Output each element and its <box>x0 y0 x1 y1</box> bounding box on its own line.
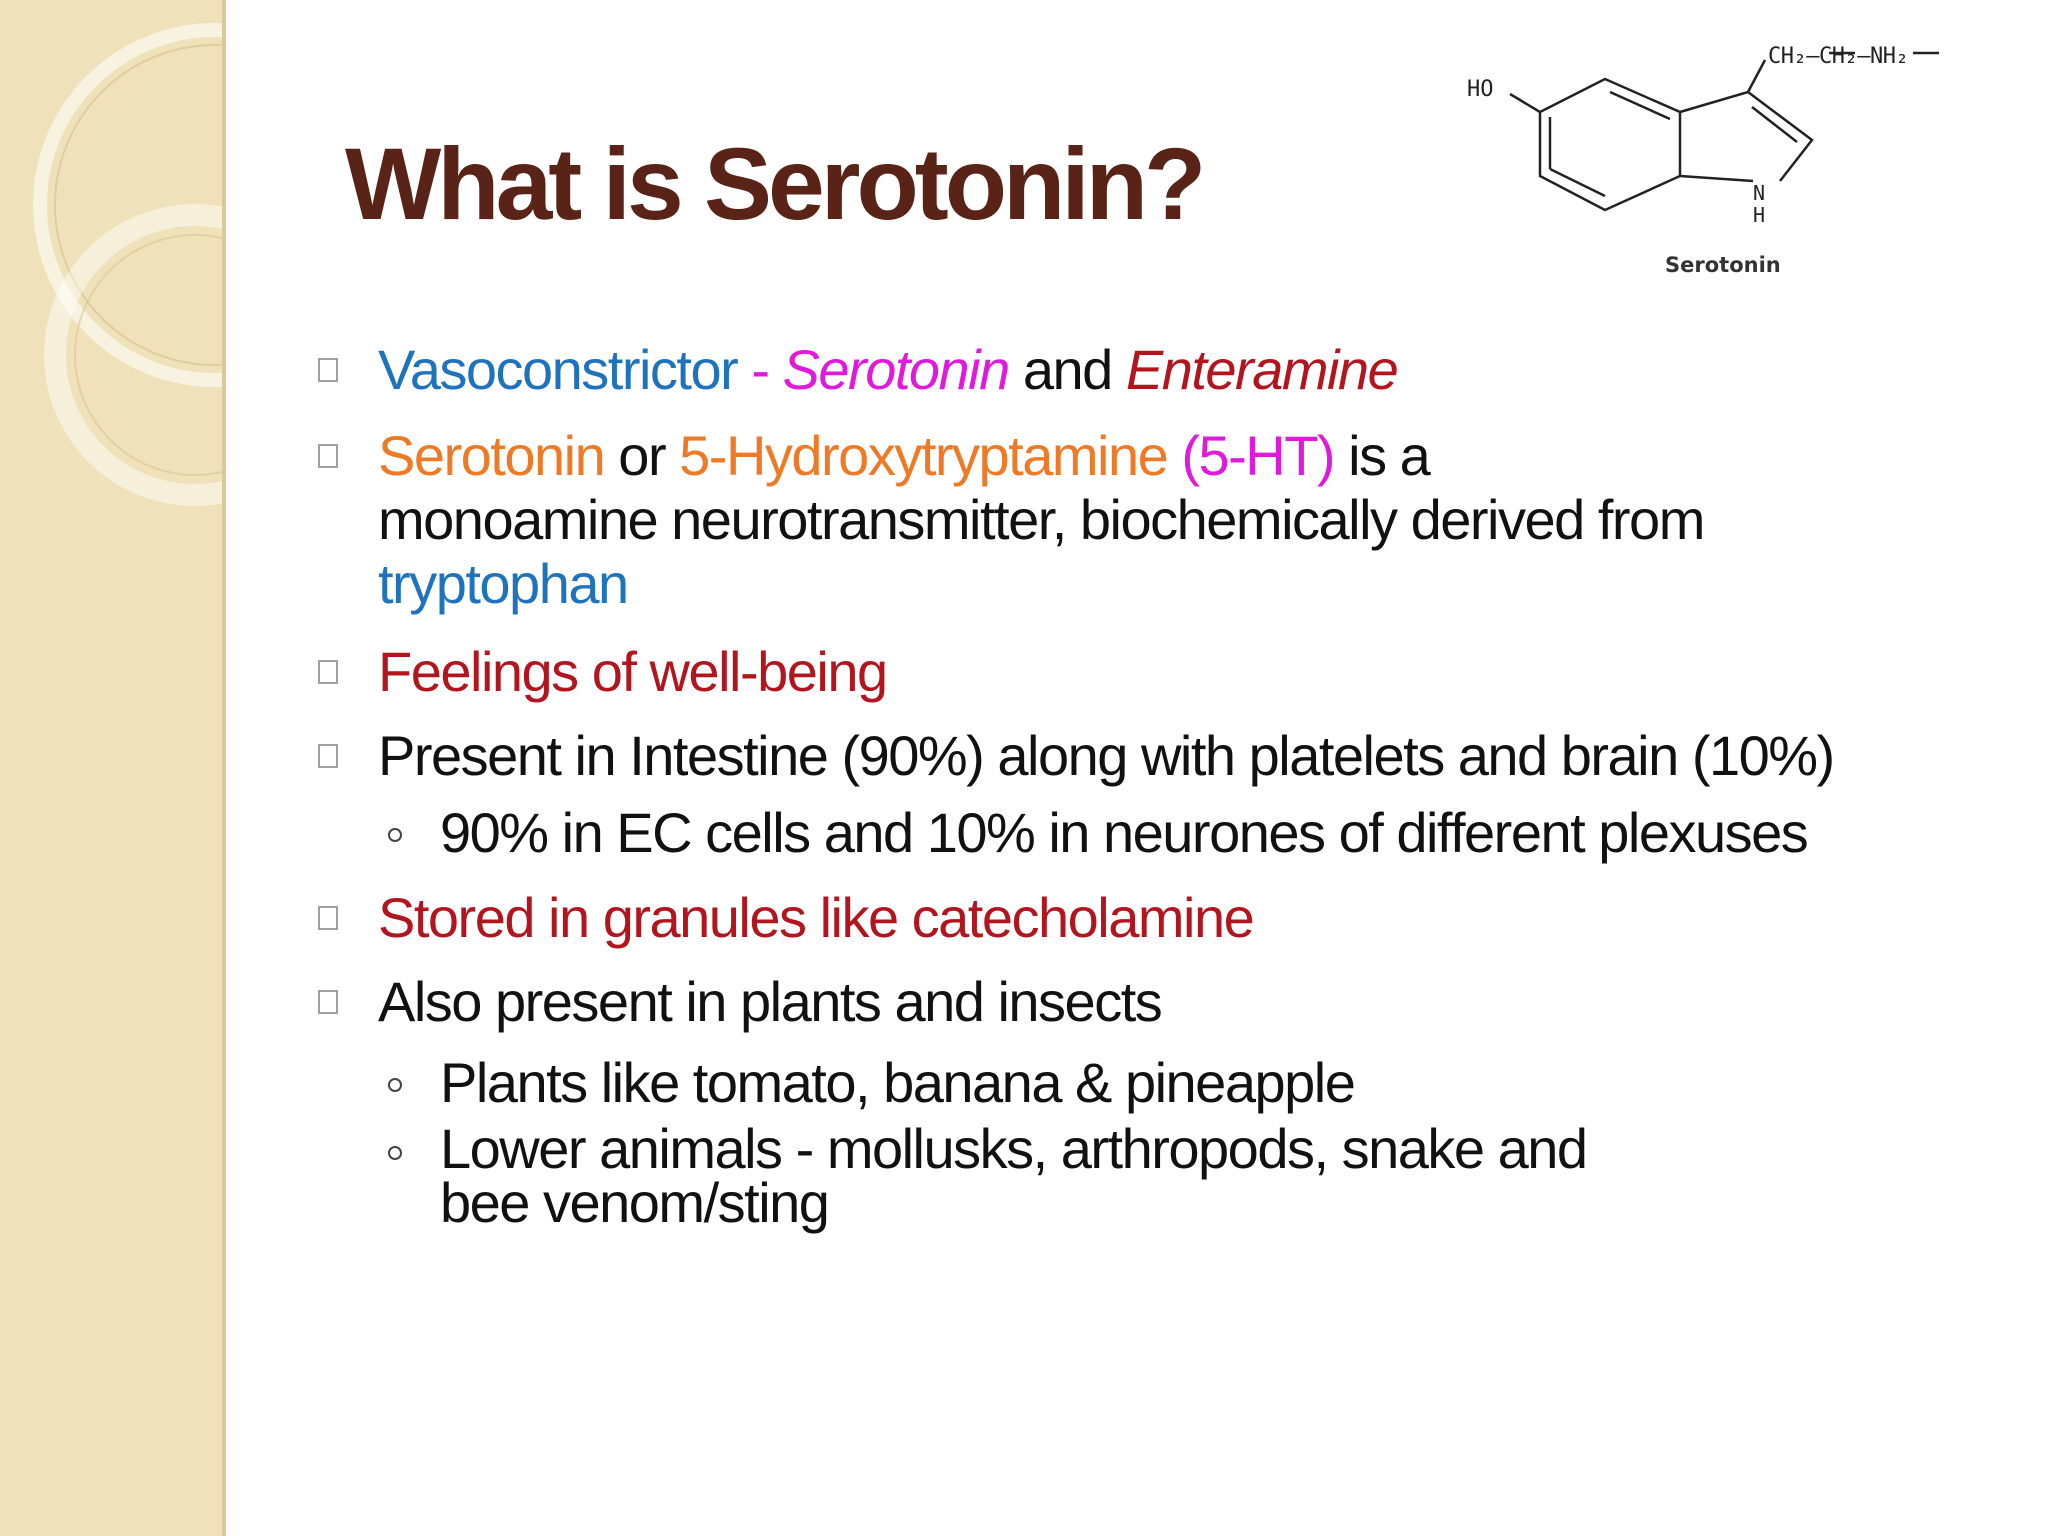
bullet-storage <box>318 886 1958 950</box>
bullet-plants-insects <box>318 970 1958 1034</box>
term-vasoconstrictor: Vasoconstrictor <box>378 338 738 401</box>
sub-bullet-text: 90% in EC cells and 10% in neurones of different plexuses <box>440 801 1808 864</box>
sub-bullet-text-continued: bee venom/sting <box>440 1171 829 1234</box>
molecule-bonds <box>1510 53 1939 210</box>
decorative-rings <box>0 0 226 1536</box>
sub-bullet-text: Plants like tomato, banana & pineapple <box>440 1051 1355 1114</box>
circle-bullet-icon <box>388 1146 402 1160</box>
term-serotonin: Serotonin <box>782 338 1009 401</box>
square-bullet-icon <box>318 990 338 1014</box>
connector-or: or <box>604 424 680 487</box>
square-bullet-icon <box>318 744 338 768</box>
nitrogen-label: N <box>1753 181 1766 205</box>
sub-bullet-ec-cells <box>318 801 1958 864</box>
ho-label: HO <box>1467 77 1494 102</box>
definition-line: monoamine neurotransmitter, biochemically derived from <box>378 488 1704 551</box>
sub-bullet-lower-animals <box>318 1117 1958 1234</box>
bullet-definition <box>318 424 1958 616</box>
serotonin-structure-diagram <box>1455 30 2015 290</box>
circle-bullet-icon <box>388 828 402 842</box>
bullet-text: Stored in granules like catecholamine <box>378 886 1254 949</box>
sub-bullet-text: Lower animals - mollusks, arthropods, snake and <box>440 1117 1587 1180</box>
square-bullet-icon <box>318 906 338 930</box>
circle-bullet-icon <box>388 1078 402 1092</box>
bullet-text: Feelings of well-being <box>378 640 887 703</box>
bullet-vasoconstrictor <box>318 338 1958 402</box>
term-enteramine: Enteramine <box>1125 338 1398 401</box>
bullet-text: Present in Intestine (90%) along with platelets and brain (10%) <box>378 724 1834 787</box>
side-chain-label: CH₂—CH₂—NH₂ <box>1768 44 1909 69</box>
sub-bullet-plants <box>318 1051 1958 1114</box>
term-tryptophan: tryptophan <box>378 552 628 615</box>
bullet-text: Also present in plants and insects <box>378 970 1162 1033</box>
decorative-sidebar <box>0 0 226 1536</box>
term-serotonin: Serotonin <box>378 424 605 487</box>
square-bullet-icon <box>318 660 338 684</box>
bullet-distribution <box>318 724 1958 788</box>
dash: - <box>737 338 783 401</box>
definition-lead: is a <box>1334 424 1430 487</box>
slide-title: What is Serotonin? <box>345 127 1203 241</box>
molecule-caption: Serotonin <box>1665 253 1781 277</box>
connector-and: and <box>1008 338 1126 401</box>
bullet-well-being <box>318 640 1958 704</box>
term-5-hydroxytryptamine: 5-Hydroxytryptamine <box>679 424 1168 487</box>
term-5-ht: (5-HT) <box>1167 424 1335 487</box>
hydrogen-label: H <box>1753 203 1766 227</box>
square-bullet-icon <box>318 444 338 468</box>
bullet-list <box>318 338 1958 1234</box>
square-bullet-icon <box>318 358 338 382</box>
